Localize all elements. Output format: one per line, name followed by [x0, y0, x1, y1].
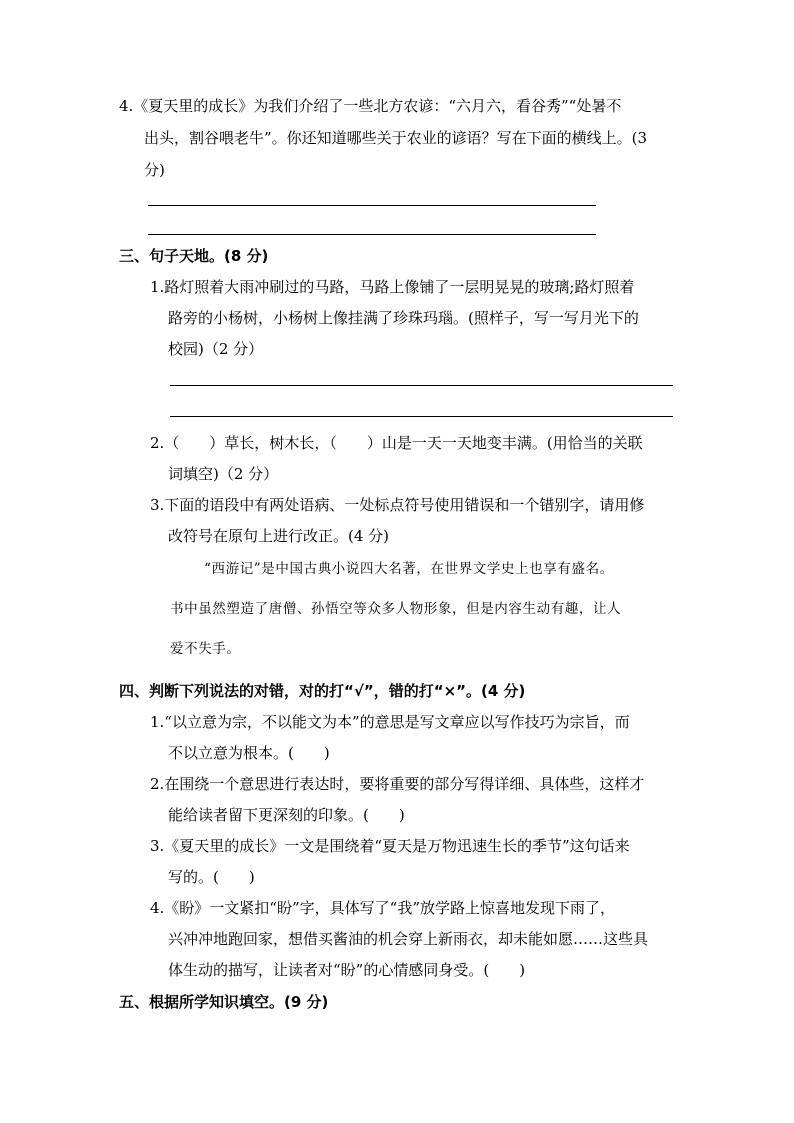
s4-q4-line-2: 兴冲冲地跑回家，想借买酱油的机会穿上新雨衣，却未能如愿……这些具 — [168, 930, 649, 948]
q4-line-1: 4.《夏天里的成长》为我们介绍了一些北方农谚：“六月六，看谷秀”“处暑不 — [119, 97, 622, 115]
s4-q3-line-1: 3.《夏天里的成长》一文是围绕着“夏天是万物迅速生长的季节”这句话来 — [150, 837, 630, 855]
s3-q3-passage-line-3: 爱不失手。 — [170, 641, 241, 657]
section-5-heading: 五、根据所学知识填空。(9 分) — [119, 993, 329, 1011]
s3-q3-line-1: 3.下面的语段中有两处语病、一处标点符号使用错误和一个错别字，请用修 — [150, 496, 645, 514]
section-4-heading: 四、判断下列说法的对错，对的打“√”，错的打“×”。(4 分) — [119, 682, 526, 700]
s4-q3-line-2: 写的。( ) — [168, 868, 255, 886]
answer-line[interactable] — [148, 234, 596, 235]
s4-q2-line-1: 2.在围绕一个意思进行表达时，要将重要的部分写得详细、具体些，这样才 — [150, 775, 645, 793]
answer-line[interactable] — [170, 385, 673, 386]
answer-line[interactable] — [170, 416, 673, 417]
s4-q1-line-2: 不以立意为根本。( ) — [168, 744, 330, 762]
q4-line-3: 分) — [144, 161, 165, 179]
answer-line[interactable] — [148, 205, 596, 206]
s3-q3-line-2: 改符号在原句上进行改正。(4 分) — [168, 527, 390, 545]
s3-q2-line-1: 2.（ ）草长，树木长，（ ）山是一天一天地变丰满。(用恰当的关联 — [150, 434, 643, 452]
s4-q2-line-2: 能给读者留下更深刻的印象。( ) — [168, 806, 405, 824]
s3-q1-line-2: 路旁的小杨树，小杨树上像挂满了珍珠玛瑙。(照样子，写一写月光下的 — [168, 309, 639, 327]
s3-q2-line-2: 词填空)（2 分） — [168, 465, 279, 483]
section-3-heading: 三、句子天地。(8 分) — [119, 247, 269, 265]
s3-q1-line-3: 校园)（2 分） — [168, 340, 264, 358]
s3-q1-line-1: 1.路灯照着大雨冲刷过的马路，马路上像铺了一层明晃晃的玻璃;路灯照着 — [150, 278, 635, 296]
s4-q4-line-1: 4.《盼》一文紧扣“盼”字，具体写了“我”放学路上惊喜地发现下雨了， — [150, 899, 615, 917]
s3-q3-passage-line-2: 书中虽然塑造了唐僧、孙悟空等众多人物形象，但是内容生动有趣，让人 — [170, 601, 622, 617]
s3-q3-passage-line-1: “西游记”是中国古典小说四大名著，在世界文学史上也享有盛名。 — [204, 561, 614, 577]
q4-line-2: 出头，割谷喂老牛”。你还知道哪些关于农业的谚语？写在下面的横线上。(3 — [144, 129, 648, 147]
s4-q1-line-1: 1.“以立意为宗，不以能文为本”的意思是写文章应以写作技巧为宗旨，而 — [150, 713, 630, 731]
s4-q4-line-3: 体生动的描写，让读者对“盼”的心情感同身受。( ) — [168, 961, 526, 979]
